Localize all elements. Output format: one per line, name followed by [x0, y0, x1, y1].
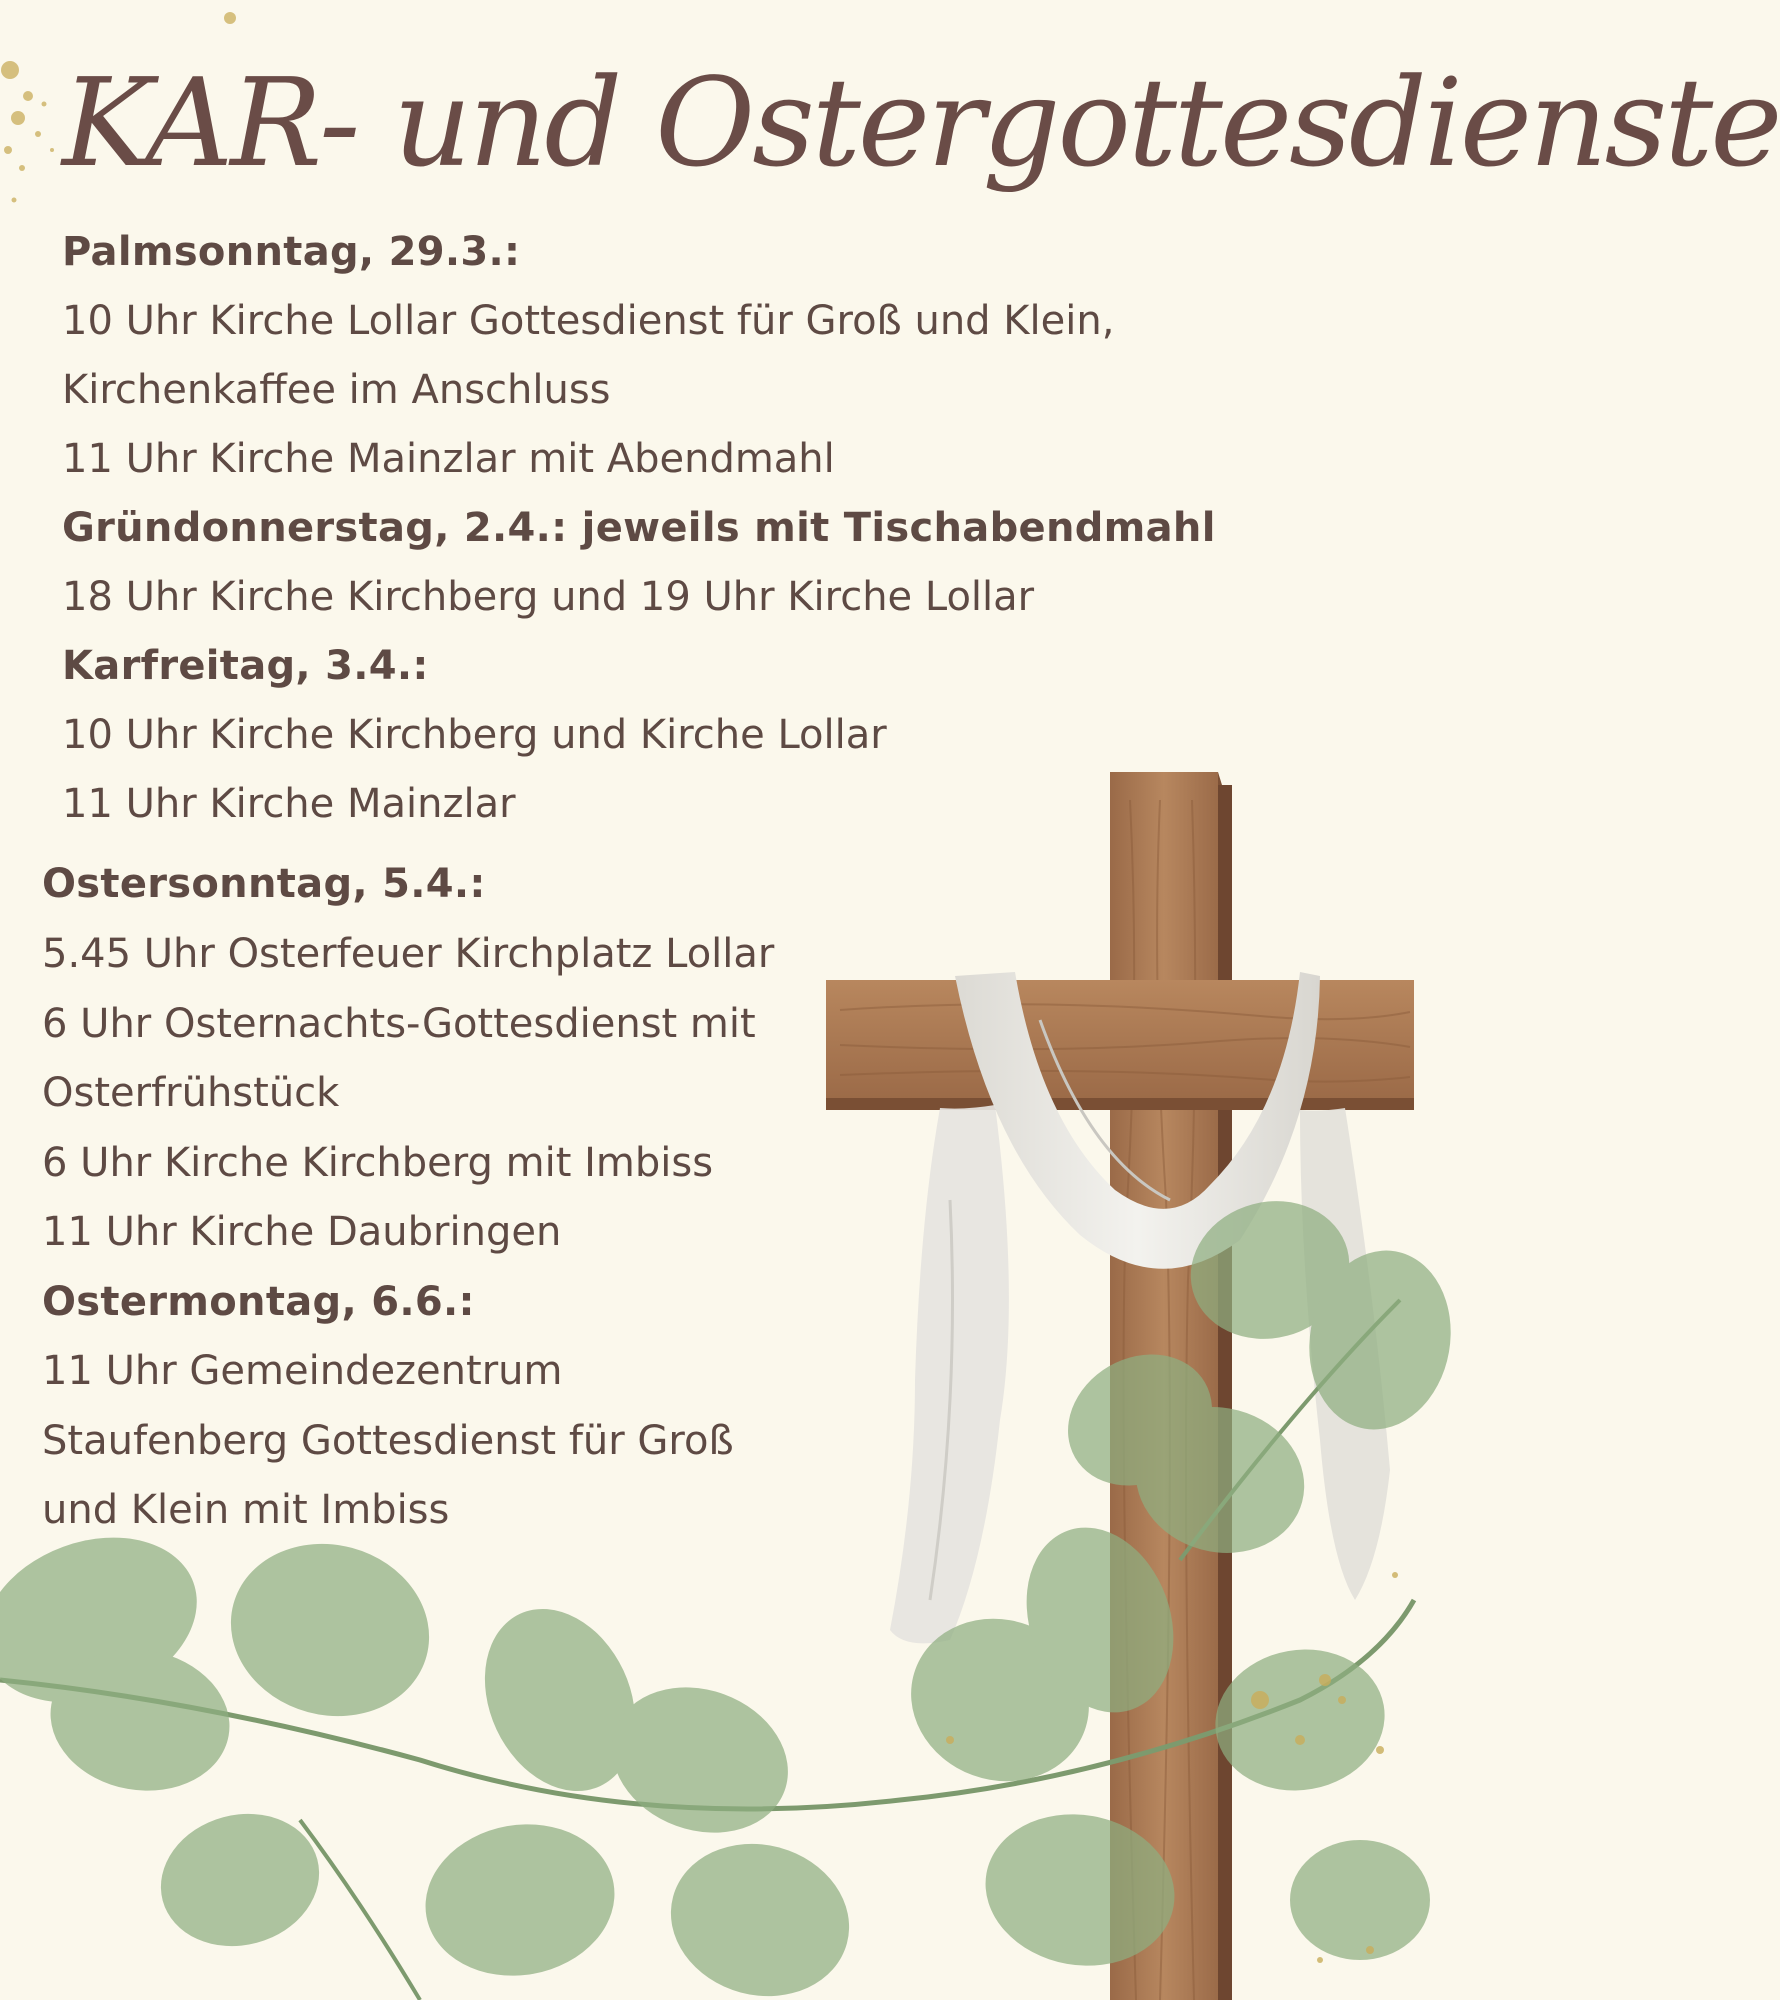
section-heading-palmsonntag: Palmsonntag, 29.3.: [62, 229, 521, 275]
section-heading-gruendonnerstag: Gründonnerstag, 2.4.: jeweils mit Tischabendmahl [62, 505, 1216, 551]
page-title: KAR- und Ostergottesdienste [62, 52, 1780, 194]
service-line: 10 Uhr Kirche Lollar Gottesdienst für Groß und Klein, [62, 298, 1115, 344]
service-line: Kirchenkaffee im Anschluss [62, 367, 611, 413]
service-line: 11 Uhr Kirche Mainzlar mit Abendmahl [62, 436, 835, 482]
section-heading-ostermontag: Ostermontag, 6.6.: [42, 1279, 475, 1325]
service-line: 10 Uhr Kirche Kirchberg und Kirche Lollar [62, 712, 887, 758]
service-line: 18 Uhr Kirche Kirchberg und 19 Uhr Kirche Lollar [62, 574, 1035, 620]
section-heading-karfreitag: Karfreitag, 3.4.: [62, 643, 429, 689]
service-line: 6 Uhr Kirche Kirchberg mit Imbiss [42, 1140, 714, 1186]
service-line: 11 Uhr Kirche Mainzlar [62, 781, 516, 827]
section-heading-ostersonntag: Ostersonntag, 5.4.: [42, 861, 486, 907]
service-line: Staufenberg Gottesdienst für Groß [42, 1418, 734, 1464]
service-line: 6 Uhr Osternachts-Gottesdienst mit [42, 1001, 756, 1047]
service-line: und Klein mit Imbiss [42, 1487, 450, 1533]
service-line: 5.45 Uhr Osterfeuer Kirchplatz Lollar [42, 931, 775, 977]
service-line: 11 Uhr Kirche Daubringen [42, 1209, 562, 1255]
service-line: 11 Uhr Gemeindezentrum [42, 1348, 563, 1394]
service-line: Osterfrühstück [42, 1070, 340, 1116]
